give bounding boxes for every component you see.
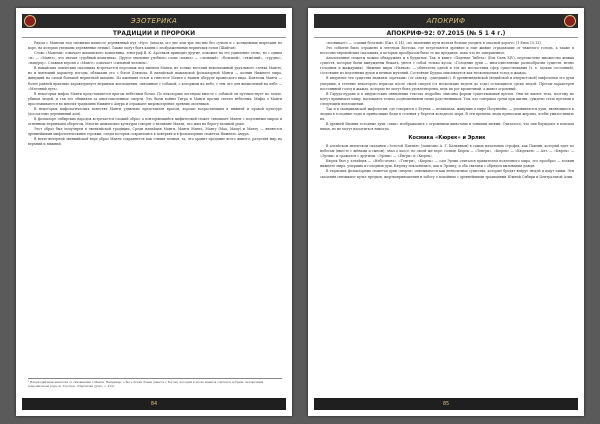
left-subheader: ТРАДИЦИИ И ПРОРОКИ bbox=[22, 29, 286, 38]
right-page bbox=[308, 8, 584, 416]
paragraph: В некоторых мифологических повестях Манги удивлено представлен врагом, хорошо возрастающим в нижней и правой культуре (достаточно деревянный дом). bbox=[28, 106, 282, 116]
paragraph: В индуизме эти существа названы «претами» (от санскр. «ушедший»). В древнеиндийской (ведийской и индуистской) мифологии это духи умерших, в течение некоторого периода после своей смерти (от нескольких недель до года) остающиеся среди людей. Претам характерен постоянный голод и жажда, которые не могут быть удовлетворены, ведь их рот крошечный, а живот огромный. bbox=[320, 76, 574, 91]
paragraph: В ветхо-вечерней эвенкийской вере образ Манги сохраняется как стихия земная, та, что хранит предание всего живого, разделяя мир на верхний и нижний. bbox=[28, 137, 282, 147]
emblem-icon bbox=[564, 15, 576, 27]
right-header-title: АПОКРИФ bbox=[426, 17, 466, 25]
paragraph: В некоторых мифах Манги представляется врагом небесным богам. По некоторым легендам вместе с собакой он путешествует по земле, убивая людей, и так его обвиняли за многочисленные смерти. Это были войны Тигра и Манги против светил небесных. Мифы о Манги прослеживаются во многих традициях Нижнего Амура и отражают мировоззрение древних охотников. bbox=[28, 91, 282, 106]
left-body-text bbox=[28, 41, 282, 378]
emblem-icon bbox=[24, 15, 36, 27]
right-page-number: 85 bbox=[442, 401, 450, 407]
section-title: Космика «Кюрек» и Эрлик bbox=[408, 135, 486, 142]
paragraph: Это событие было отражено в легендах Востока, где встречаются древние и еще живые страдающие от тяжелого голода, а также в восточно-европейских сказаниях, в которых прообразом было то же предание, пока что не завершенное. bbox=[320, 46, 574, 56]
right-body-text bbox=[320, 41, 574, 394]
paragraph: В Гаруда-пуране и в индуистских священных текстах подробно описаны формы существования претов. Они не имеют тела, поэтому не могут принимать пищу, насыщаясь только подношениями своих родственников. Тем, кто совершал грехи при жизни, суждено стать претами в следующем воплощении. bbox=[320, 91, 574, 106]
left-page bbox=[16, 8, 292, 416]
paragraph: В нанайских эпических сказаниях встречается персонаж под именем Манги, не только веселый невозможный удачливого сзенка Мангю, но и имеющий характер погоды, облаками его с богов Дзямола. В нанайской шаманской фольклорной Манги — хозяин Нижнего мира, живущий на самой большой нерпичьей шамане. Из имевших сезон к гипотезе Манги о нашем оберуде вражеского вида. Фантомы Манги — более ранней практике характеризует нерпичьи воплощения, связанные с собакой, с которыми на небо, с тем что для вычислений на небе — «Млечный путь». bbox=[28, 66, 282, 91]
paragraph: В тюркских фольклорных сюжетах духи «кюрек» описываются как ненасытные существа, которые бродят вокруг людей и ищут пищи. Эти сказания связывают культ предков, жертвоприношения и заботу о покойных с древнейшими традициями Южной Сибири и Центральной Азии. bbox=[320, 169, 574, 179]
paragraph: В древней Японии голодные духи «гаки» изображались с огромными животами и тонкими шеями. Считалось, что они блуждают в поисках пищи, но не могут насытиться никогда. bbox=[320, 122, 574, 132]
paragraph: Этот образ был популярен в эвенкийской традиции. Среди нанайцев Манги, Манги Манга, Мангу (Маа, Маму) и Мангу — являются древнейшими мифологическими героями, следы которых сохранились в поверьях и в фольклорных сюжетах Нижнего Амура. bbox=[28, 127, 282, 137]
left-header-band bbox=[22, 14, 286, 28]
paragraph: Аналогичные сюжеты можно обнаружить и в буддизме. Так, в книге «Падение Тибета» (Бэк Санъ XIV), перечислено множество живых существ, которые были вынуждены бежать, унеся с собой только кусок: «Голодные духи — многочисленные разнообразия существ, вечно голодных и жаждущих». Нижние миры «Ньяков» — обитатели одной и тех же несчастных сфер существования (т. е. адских состояний), состоящие из подземных духов и вечных мучений. Состояние Буддха описывается как нескончаемая голод и жажда. bbox=[320, 56, 574, 76]
right-header-band bbox=[314, 14, 578, 28]
paragraph: «возникает» — «самый богатый» (Быт. 6:14); «по знамению пути нельзя больше уходить в опасной дороге» (1 Енох 15,13). bbox=[326, 41, 542, 45]
left-footnote: ¹ Непраздничная аналогия со сказаниями о Манги. Например, о Боге Эскиз Эльни (вместе с Богом), который в эпохе эвенков считался добрым, человечным, покровителем рода (А. Торопов, «Нерпичьи духи», с. 412). bbox=[28, 378, 282, 394]
paragraph: Кюрек был у алтайцев — «Небо-огонь», «Тенгри», «Кюрек» — сам Эрлик считался правителем подземного мира, его прообраз — хозяин нижнего мира, умерших и голодных душ. Кюреку поклонялись, как и Эрлику, и оба связаны с обрядом вызывания дождя. bbox=[320, 159, 574, 169]
left-footer-band bbox=[22, 398, 286, 410]
paragraph: В фольклоре сибирских народов встречается схожий образ, а повторяющийся мифический сюжет связывает Манги с подземным миром и огненным нерпичьим оберегом. Многие шаманские культуры говорят о великане Манги, что жил на берегу великой реки. bbox=[28, 116, 282, 126]
left-page-number: 84 bbox=[150, 401, 158, 407]
paragraph: Рядом с Манеми под снежным нашесте деревянный пуд «Нуэ» (иногда это две или три листвы без сучьев и с кольцевыми вырезами по коре, на которых увешаны деревянные птицы). Также могут быть камни с изображениями нерпичьих голов (Шайган). bbox=[28, 41, 282, 51]
right-footer-band bbox=[314, 398, 578, 410]
paragraph: В алтайском эпическом сказании «Золотой Павлин» (записано А. Г. Калкиным) в самых начальных строфах, как Павлин, который идет по небесам (вместе с жёнами и сыном), знал о хаосе, по своей же вере: солнце Кюрек — «Тенгри», «Кюрек» — «Кюрекен» — Алт. — «Кюрек» — «Эрлик» и сражался с другими. «Эрлик» — «Ёнгри» и «Кюрек». bbox=[320, 144, 574, 159]
paragraph: Слово «Манеми» означает шаманского кошатника, этнограф В. К. Арсеньев приводит другие, похожие на это удивление слово, но с одним «н» — «Манге», что значит «удобный кошатник». Другое значение удобного слова «манга» — «сильный», «большой», «тяжелый», «трудно», «наверху». Славная версия о «Манге» означает «сильный человек». bbox=[28, 51, 282, 66]
right-subheader: АПОКРИФ-92: 07.2015 (№ 5 1 4 г.) bbox=[314, 29, 578, 38]
paragraph: Так и в скандинавской мифологии, где говорится о Етунах — великанах, живущих в мире Йотунхейм, — упоминаются духи, являющиеся к людям в голодные годы и приносящие беды в селения у берегов холодного моря. В эти времена люди приносили жертвы, чтобы умилостивить их. bbox=[320, 106, 574, 121]
left-header-title: ЭЗОТЕРИКА bbox=[130, 17, 178, 25]
